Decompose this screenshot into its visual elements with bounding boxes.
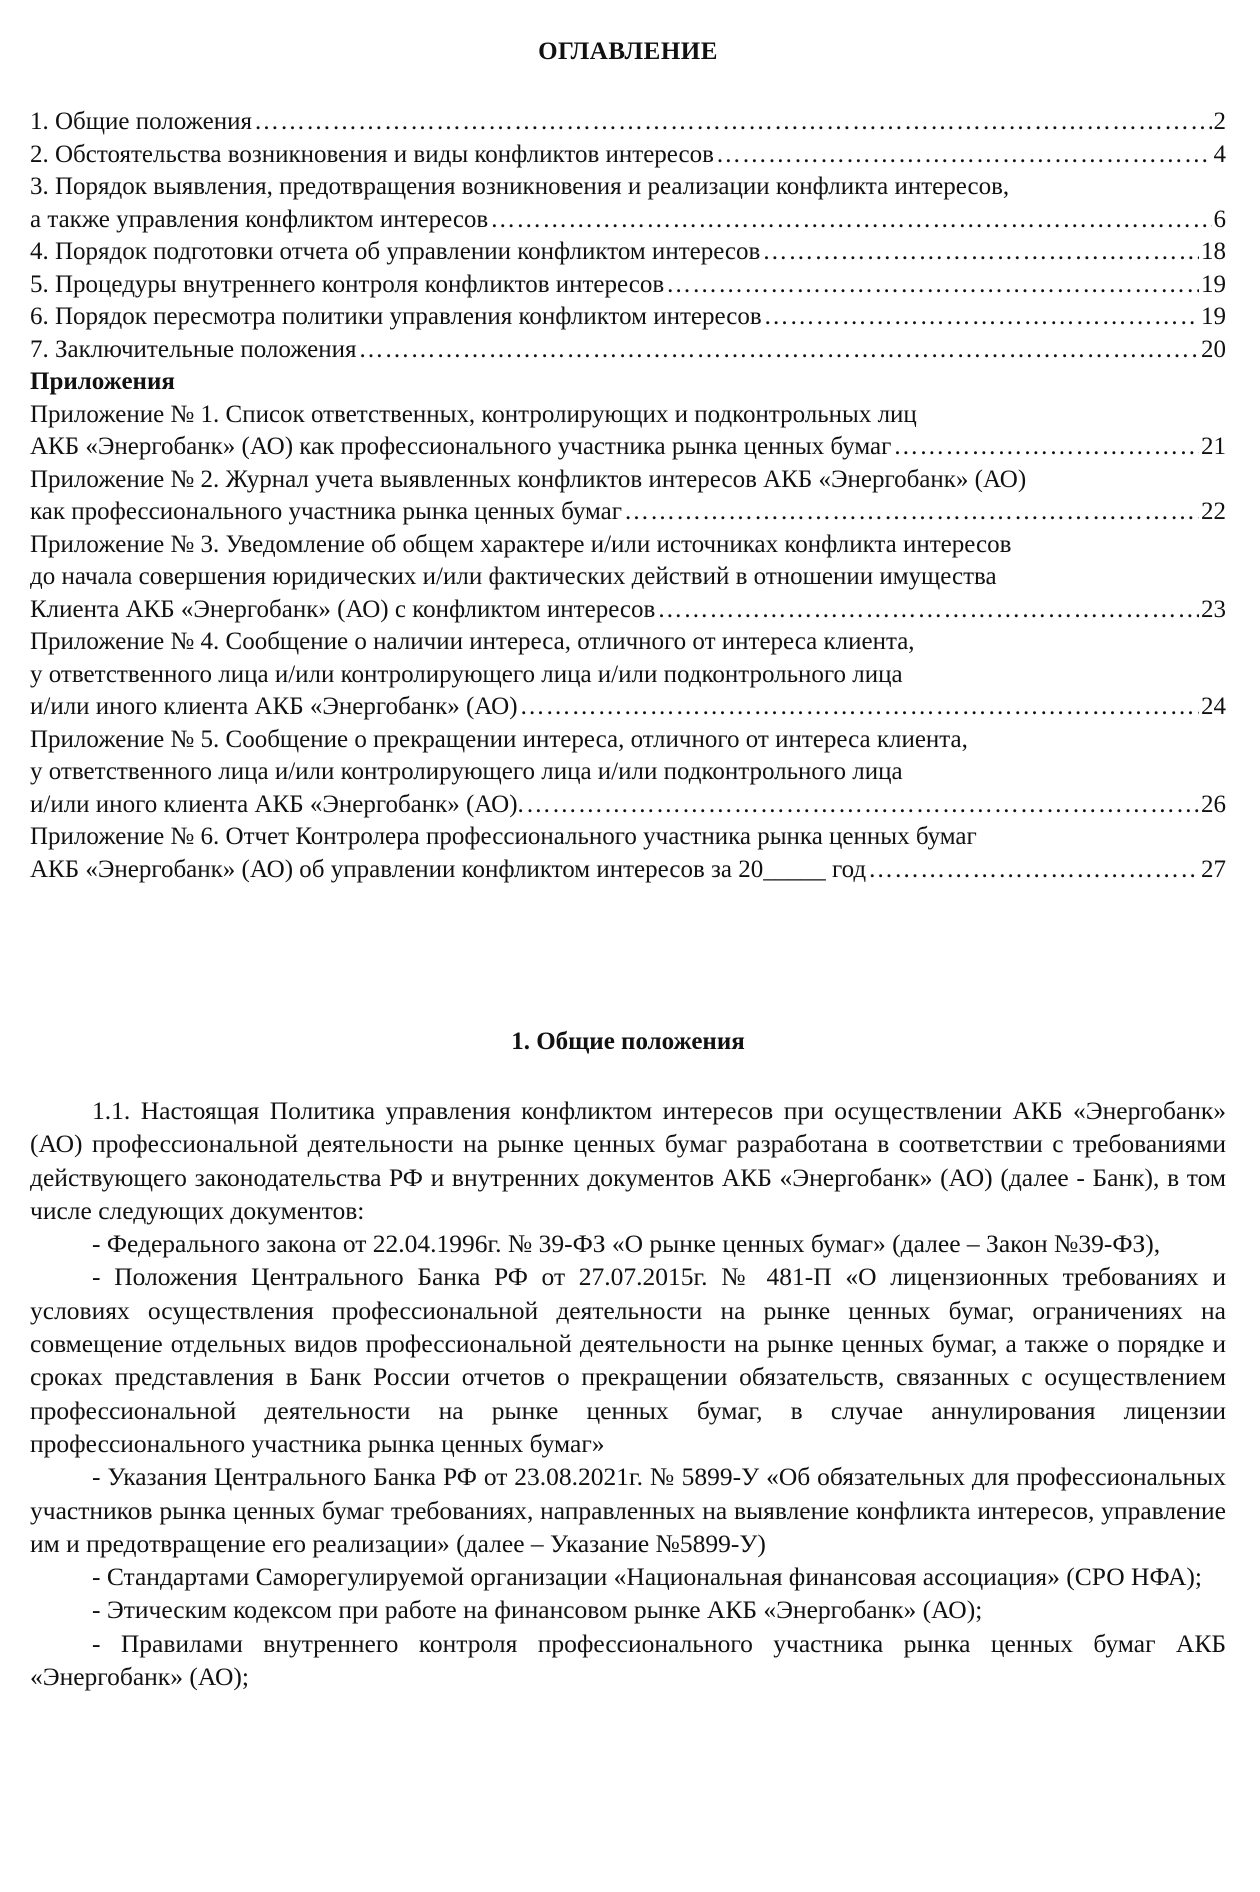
list-item: - Этическим кодексом при работе на финансовом рынке АКБ «Энергобанк» (АО); [92, 1595, 983, 1625]
toc-entry-3[interactable]: 3. Порядок выявления, предотвращения возникновения и реализации конфликта интересов, а также управления конфликтом интересов …………………………………………………………………………………………………………………………………………………………………………………………………………………… 6 [30, 171, 1226, 236]
list-item: - Положения Центрального Банка РФ от 27.07.2015г. № 481-П «О лицензионных требованиях и условиях осуществления профессиональной деятельности на рынке ценных бумаг, ограничениях на совмещение отдельных видов профессиональной деятельности на рынке ценных бумаг, а также о порядке и сроках представления в Банк России отчетов о прекращении обязательств, связанных с осуществлением профессиональной деятельности на рынке ценных бумаг, в случае аннулирования лицензии профессионального участника рынка ценных бумаг» [30, 1262, 1226, 1458]
toc-entry-1[interactable]: 1. Общие положения …………………………………………………………………………………………………………………………………………………………………………………………………………………… 2 [30, 106, 1226, 139]
leader-dots [893, 431, 1199, 464]
toc-appendix-5[interactable]: Приложение № 5. Сообщение о прекращении интереса, отличного от интереса клиента, у ответственного лица и/или контролирующего лица и/или подконтрольного лица и/или иного клиента АКБ «Энергобанк» (АО). …………………………………………………………………………………………………………………………………………………………………………………………………………………… 26 [30, 724, 1226, 822]
section-title: 1. Общие положения [511, 1028, 745, 1055]
paragraph: 1.1. Настоящая Политика управления конфликтом интересов при осуществлении АКБ «Энергобанк» (АО) профессиональной деятельности на рынке ценных бумаг разработана в соответствии с требованиями действующего законодательства РФ и внутренних документов АКБ «Энергобанк» (АО) (далее - Банк), в том числе следующих документов: [30, 1096, 1226, 1225]
leader-dots [764, 301, 1199, 334]
leader-dots [868, 854, 1199, 887]
leader-dots [526, 789, 1199, 822]
toc-entry-7[interactable]: 7. Заключительные положения …………………………………………………………………………………………………………………………………………………………………………………………………………………… 20 [30, 334, 1226, 367]
toc-page-number: 4 [1213, 140, 1226, 168]
leader-dots [520, 691, 1199, 724]
toc-page-number: 21 [1201, 433, 1226, 460]
toc-title: ОГЛАВЛЕНИЕ [538, 38, 718, 65]
leader-dots [657, 594, 1199, 627]
leader-dots [490, 204, 1211, 237]
leader-dots [359, 334, 1199, 367]
toc-page-number: 22 [1201, 498, 1226, 525]
leader-dots [624, 496, 1199, 529]
appendices-heading: Приложения [30, 368, 175, 395]
toc-appendix-3[interactable]: Приложение № 3. Уведомление об общем характере и/или источниках конфликта интересов до начала совершения юридических и/или фактических действий в отношении имущества Клиента АКБ «Энергобанк» (АО) с конфликтом интересов …………………………………………………………………………………………………………………………………………………………………………………………………………………… 23 [30, 529, 1226, 627]
toc-page-number: 6 [1213, 205, 1226, 233]
leader-dots [254, 106, 1212, 139]
list-item: - Указания Центрального Банка РФ от 23.08.2021г. № 5899-У «Об обязательных для профессиональных участников рынка ценных бумаг требованиях, направленных на выявление конфликта интересов, управление им и предотвращение его реализации» (далее – Указание №5899-У) [30, 1462, 1226, 1558]
toc-entry-4[interactable]: 4. Порядок подготовки отчета об управлении конфликтом интересов …………………………………………………………………………………………………………………………………………………………………………………………………………………… 18 [30, 236, 1226, 269]
toc-entry-2[interactable]: 2. Обстоятельства возникновения и виды конфликтов интересов …………………………………………………………………………………………………………………………………………………………………………………………………………………… 4 [30, 139, 1226, 172]
toc-entry-5[interactable]: 5. Процедуры внутреннего контроля конфликтов интересов …………………………………………………………………………………………………………………………………………………………………………………………………………………… 19 [30, 269, 1226, 302]
toc-page-number: 18 [1201, 238, 1226, 265]
toc-page-number: 2 [1213, 108, 1226, 135]
leader-dots [762, 236, 1199, 269]
table-of-contents [30, 106, 1226, 886]
toc-page-number: 19 [1201, 303, 1226, 330]
toc-page-number: 26 [1201, 790, 1226, 818]
toc-appendix-2[interactable]: Приложение № 2. Журнал учета выявленных конфликтов интересов АКБ «Энергобанк» (АО) как профессионального участника рынка ценных бумаг …………………………………………………………………………………………………………………………………………………………………………………………………………………… 22 [30, 464, 1226, 529]
toc-page-number: 20 [1201, 335, 1226, 363]
toc-page-number: 27 [1201, 855, 1226, 883]
toc-page-number: 19 [1201, 270, 1226, 298]
section-body [30, 1094, 1226, 1693]
leader-dots [716, 139, 1212, 172]
list-item: - Стандартами Саморегулируемой организации «Национальная финансовая ассоциация» (СРО НФА); [92, 1562, 1202, 1592]
toc-entry-6[interactable]: 6. Порядок пересмотра политики управления конфликтом интересов …………………………………………………………………………………………………………………………………………………………………………………………………………………… 19 [30, 301, 1226, 334]
toc-appendix-1[interactable]: Приложение № 1. Список ответственных, контролирующих и подконтрольных лиц АКБ «Энергобанк» (АО) как профессионального участника рынка ценных бумаг …………………………………………………………………………………………………………………………………………………………………………………………………………………… 21 [30, 399, 1226, 464]
toc-appendix-4[interactable]: Приложение № 4. Сообщение о наличии интереса, отличного от интереса клиента, у ответственного лица и/или контролирующего лица и/или подконтрольного лица и/или иного клиента АКБ «Энергобанк» (АО) …………………………………………………………………………………………………………………………………………………………………………………………………………………… 24 [30, 626, 1226, 724]
toc-appendix-6[interactable]: Приложение № 6. Отчет Контролера профессионального участника рынка ценных бумаг АКБ «Энергобанк» (АО) об управлении конфликтом интересов за 20_____ год …………………………………………………………………………………………………………………………………………………………………………………………………………………… 27 [30, 821, 1226, 886]
list-item: - Федерального закона от 22.04.1996г. № 39-ФЗ «О рынке ценных бумаг» (далее – Закон №39-ФЗ), [92, 1229, 1161, 1259]
list-item: - Правилами внутреннего контроля профессионального участника рынка ценных бумаг АКБ «Энергобанк» (АО); [30, 1628, 1226, 1692]
toc-page-number: 24 [1201, 693, 1226, 720]
leader-dots [666, 269, 1199, 302]
toc-page-number: 23 [1201, 595, 1226, 623]
